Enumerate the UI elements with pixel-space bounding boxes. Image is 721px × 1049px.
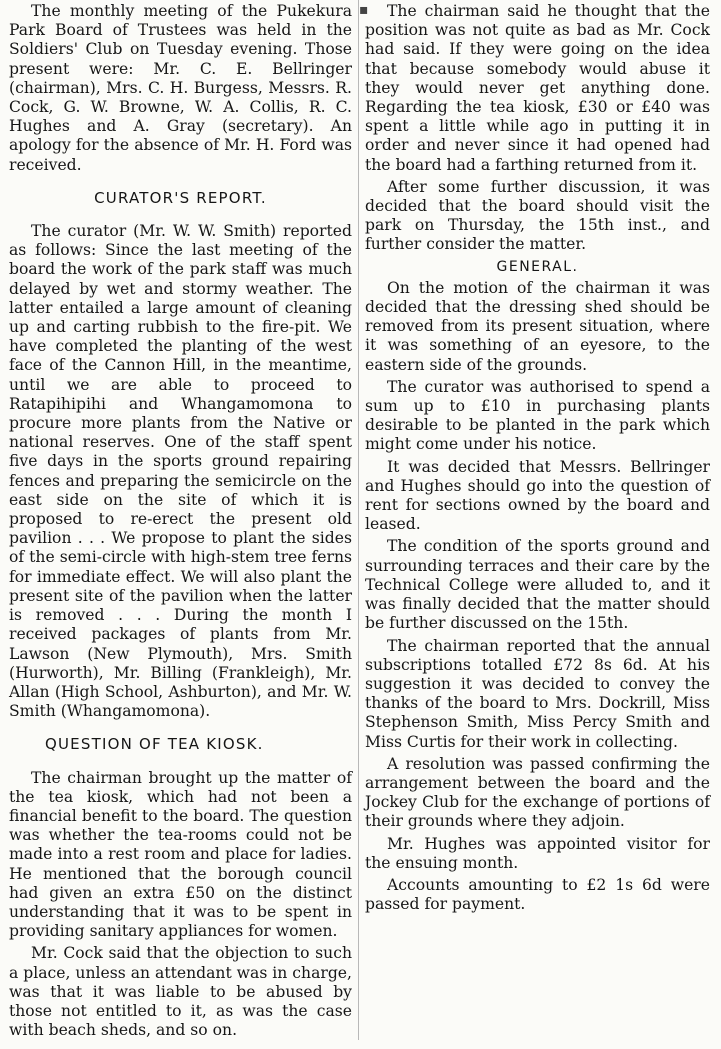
chairman-paragraph: The chairman said he thought that the position was not quite as bad as Mr. Cock had said. If they were going on the idea that because somebody would abuse it they would never get anything done. Regarding the tea kiosk, £30 or £40 was spent a little while ago in putting it in order and never since it had opened had the board had a farthing returned from it. — [365, 2, 710, 174]
intro-paragraph: The monthly meeting of the Pukekura Park Board of Trustees was held in the Soldiers' Club on Tuesday evening. Those present were: Mr. C. E. Bellringer (chairman), Mrs. C. H. Burgess, Messrs. R. Cock, G. W. Browne, W. A. Collis, R. C. Hughes and A. Gray (secretary). An apology for the absence of Mr. H. Ford was received. — [9, 2, 352, 174]
rent-paragraph: It was decided that Messrs. Bellringer and Hughes should go into the question of rent for sections owned by the board and leased. — [365, 457, 710, 534]
curator-report-heading: CURATOR'S REPORT. — [94, 188, 267, 207]
right-column — [359, 2, 710, 917]
general-heading: GENERAL. — [496, 258, 579, 275]
tea-kiosk-paragraph: The chairman brought up the matter of the tea kiosk, which had not been a financial benefit to the board. The question was whether the tea-rooms could not be made into a rest room and place for ladies. He mentioned that the borough council had given an extra £50 on the distinct understanding that it was to be spent in providing sanitary appliances for women. — [9, 768, 352, 941]
jockey-club-paragraph: A resolution was passed confirming the arrangement between the board and the Jockey Club for the exchange of portions of their grounds where they adjoin. — [365, 754, 710, 831]
column-start-mark: ▪ — [359, 2, 369, 18]
park-visit-paragraph: After some further discussion, it was decided that the board should visit the park on Thursday, the 15th inst., and further consider the matter. — [365, 177, 710, 254]
plants-purchase-paragraph: The curator was authorised to spend a sum up to £10 in purchasing plants desirable to be planted in the park which might come under his notice. — [365, 377, 710, 454]
accounts-paragraph: Accounts amounting to £2 1s 6d were passed for payment. — [365, 875, 710, 914]
column-divider — [358, 0, 359, 1040]
curator-report-paragraph: The curator (Mr. W. W. Smith) reported as follows: Since the last meeting of the board the work of the park staff was much delayed by wet and stormy weather. The latter entailed a large amount of cleaning up and carting rubbish to the fire-pit. We have completed the planting of the west face of the Cannon Hill, in the meantime, until we are able to proceed to Ratapihipihi and Whangamomona to procure more plants from the Native or national reserves. One of the staff spent five days in the sports ground repairing fences and preparing the semicircle on the east side on the site of which it is proposed to re-erect the present old pavilion . . . We propose to plant the sides of the semi-circle with high-stem tree ferns for immediate effect. We will also plant the present site of the pavilion when the latter is removed . . . During the month I received packages of plants from Mr. Lawson (New Plymouth), Mrs. Smith (Hurworth), Mr. Billing (Frankleigh), Mr. Allan (High School, Ashburton), and Mr. W. Smith (Whangamomona). — [9, 222, 352, 721]
visitor-paragraph: Mr. Hughes was appointed visitor for the ensuing month. — [365, 834, 710, 872]
cock-objection-paragraph: Mr. Cock said that the objection to such a place, unless an attendant was in charge, was that it was liable to be abused by those not entitled to it, as was the case with beach sheds, and so on. — [9, 944, 352, 1040]
dressing-shed-paragraph: On the motion of the chairman it was decided that the dressing shed should be removed from its present situation, where it was something of an eyesore, to the eastern side of the grounds. — [365, 278, 710, 374]
subscriptions-paragraph: The chairman reported that the annual subscriptions totalled £72 8s 6d. At his suggestion it was decided to convey the thanks of the board to Mrs. Dockrill, Miss Stephenson Smith, Miss Percy Smith and Miss Curtis for their work in collecting. — [365, 636, 710, 751]
tea-kiosk-heading: QUESTION OF TEA KIOSK. — [45, 735, 264, 754]
sports-ground-paragraph: The condition of the sports ground and surrounding terraces and their care by the Technical College were alluded to, and it was finally decided that the matter should be further discussed on the 15th. — [365, 537, 710, 633]
left-column — [9, 2, 352, 1043]
